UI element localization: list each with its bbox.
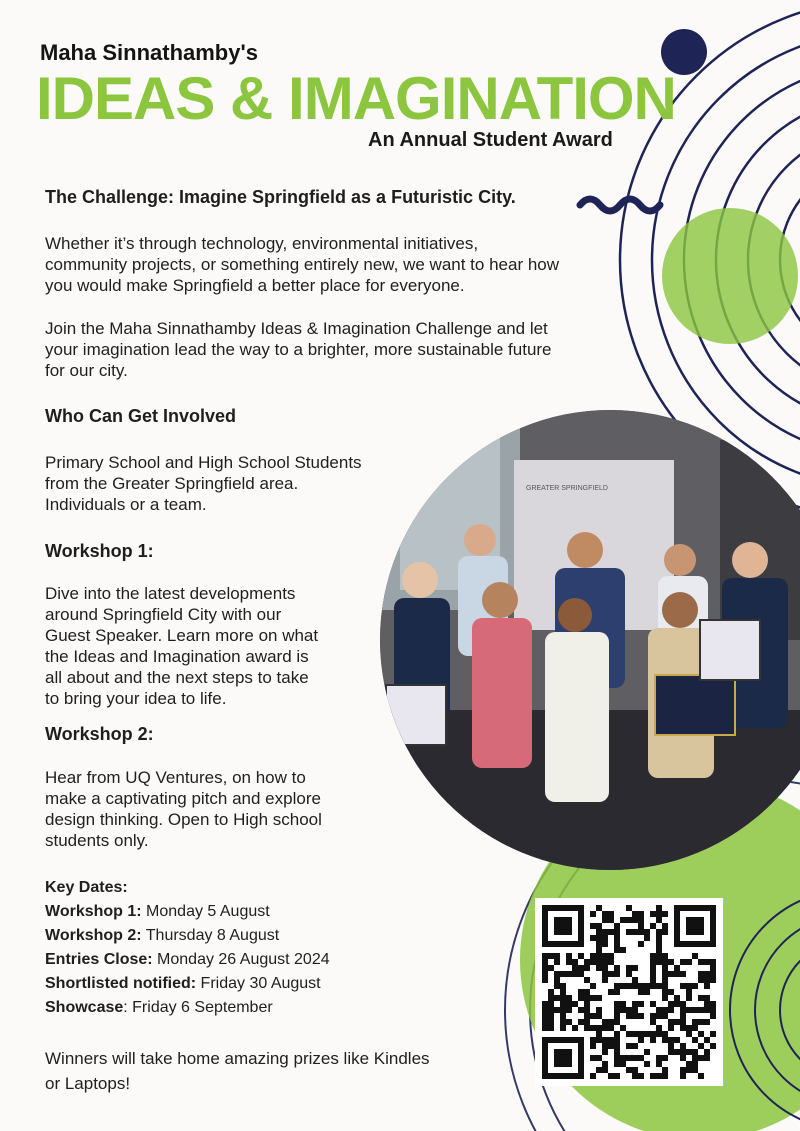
key-date-item: Shortlisted notified: Friday 30 August <box>45 975 321 992</box>
workshop1-heading: Workshop 1: <box>45 541 154 561</box>
owner-name: Maha Sinnathamby's <box>40 40 258 65</box>
challenge-heading: The Challenge: Imagine Springfield as a Futuristic City. <box>45 187 516 207</box>
green-circle-top <box>662 208 798 344</box>
challenge-paragraph-2: Join the Maha Sinnathamby Ideas & Imagination Challenge and let your imagination lead the way to a brighter, more sustainable future for our city. <box>45 319 552 380</box>
qr-code-pattern <box>535 898 723 1086</box>
involved-heading: Who Can Get Involved <box>45 406 237 426</box>
page-subtitle: An Annual Student Award <box>368 129 613 151</box>
workshop2-text: Hear from UQ Ventures, on how to make a captivating pitch and explore design thinking. Open to High school students only. <box>45 768 322 850</box>
banner-text: GREATER SPRINGFIELD <box>526 485 608 492</box>
key-dates <box>45 876 330 1020</box>
challenge-paragraph-1: Whether it’s through technology, environmental initiatives, community projects, or something entirely new, we want to hear how you would make Springfield a better place for everyone. <box>45 234 560 295</box>
key-date-item: Workshop 2: Thursday 8 August <box>45 927 280 944</box>
involved-text: Primary School and High School Students from the Greater Springfield area. Individuals or a team. <box>45 453 362 514</box>
workshop2-heading: Workshop 2: <box>45 724 154 744</box>
qr-code[interactable] <box>535 898 723 1086</box>
key-date-item: Showcase: Friday 6 September <box>45 999 273 1016</box>
prizes-text: Winners will take home amazing prizes like Kindles or Laptops! <box>45 1049 430 1093</box>
squiggle <box>580 199 660 211</box>
key-date-item: Entries Close: Monday 26 August 2024 <box>45 951 330 968</box>
workshop1-text: Dive into the latest developments around Springfield City with our Guest Speaker. Learn more on what the Ideas and Imagination award is all about and the next steps to take to bring your idea to life. <box>45 584 319 708</box>
key-date-item: Workshop 1: Monday 5 August <box>45 903 270 920</box>
key-dates-heading: Key Dates: <box>45 879 128 896</box>
page-title: IDEAS & IMAGINATION <box>36 65 676 132</box>
